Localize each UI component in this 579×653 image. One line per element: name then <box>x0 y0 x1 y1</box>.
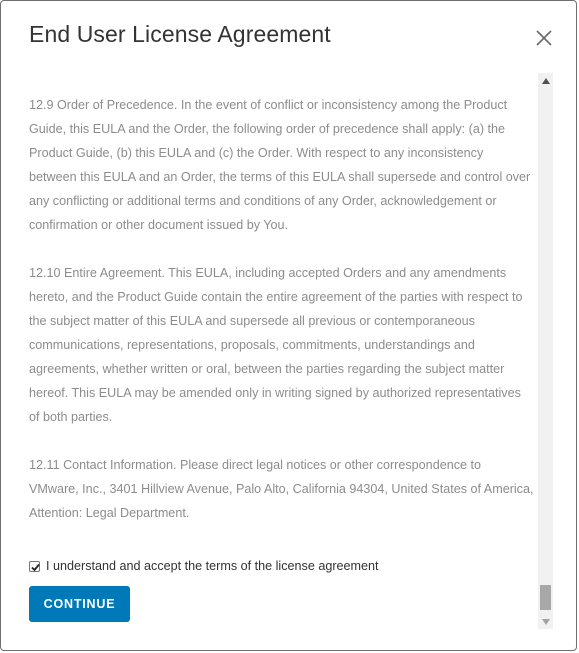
content-scrollbar[interactable] <box>538 73 553 629</box>
dialog-title: End User License Agreement <box>29 21 331 47</box>
checkmark-icon <box>30 562 41 573</box>
scroll-down-arrow-icon <box>542 619 550 625</box>
scroll-thumb[interactable] <box>540 585 551 610</box>
eula-paragraph: 12.10 Entire Agreement. This EULA, including accepted Orders and any amendments hereto, and the Product Guide contain the entire agreement of the parties with respect to the subject matter of this EULA and supersede all previous or contemporaneous communications, representations, proposals, commitments, understandings and agreements, whether written or oral, between the parties regarding the subject matter hereof. This EULA may be amended only in writing signed by authorized representatives of both parties. <box>29 266 523 424</box>
continue-button[interactable]: CONTINUE <box>29 586 130 622</box>
scroll-up-button[interactable] <box>538 73 553 88</box>
eula-paragraph: 12.9 Order of Precedence. In the event of conflict or inconsistency among the Product Guide, this EULA and the Order, the following order of precedence shall apply: (a) the Product Guide, (b) this EULA and (c) the Order. With respect to any inconsistency between this EULA and an Order, the terms of this EULA shall supersede and control over any conflicting or additional terms and conditions of any Order, acknowledgement or confirmation or other document issued by You. <box>29 98 531 232</box>
scroll-up-arrow-icon <box>542 78 550 84</box>
close-button[interactable] <box>533 27 555 49</box>
accept-terms-checkbox[interactable] <box>29 561 40 572</box>
accept-terms-row[interactable] <box>29 559 379 573</box>
accept-terms-label: I understand and accept the terms of the license agreement <box>46 559 379 573</box>
close-icon <box>533 27 555 49</box>
eula-paragraph: 12.11 Contact Information. Please direct legal notices or other correspondence to VMware, Inc., 3401 Hillview Avenue, Palo Alto, California 94304, United States of America, Attention: Legal Department. <box>29 458 534 520</box>
scroll-down-button[interactable] <box>538 614 553 629</box>
